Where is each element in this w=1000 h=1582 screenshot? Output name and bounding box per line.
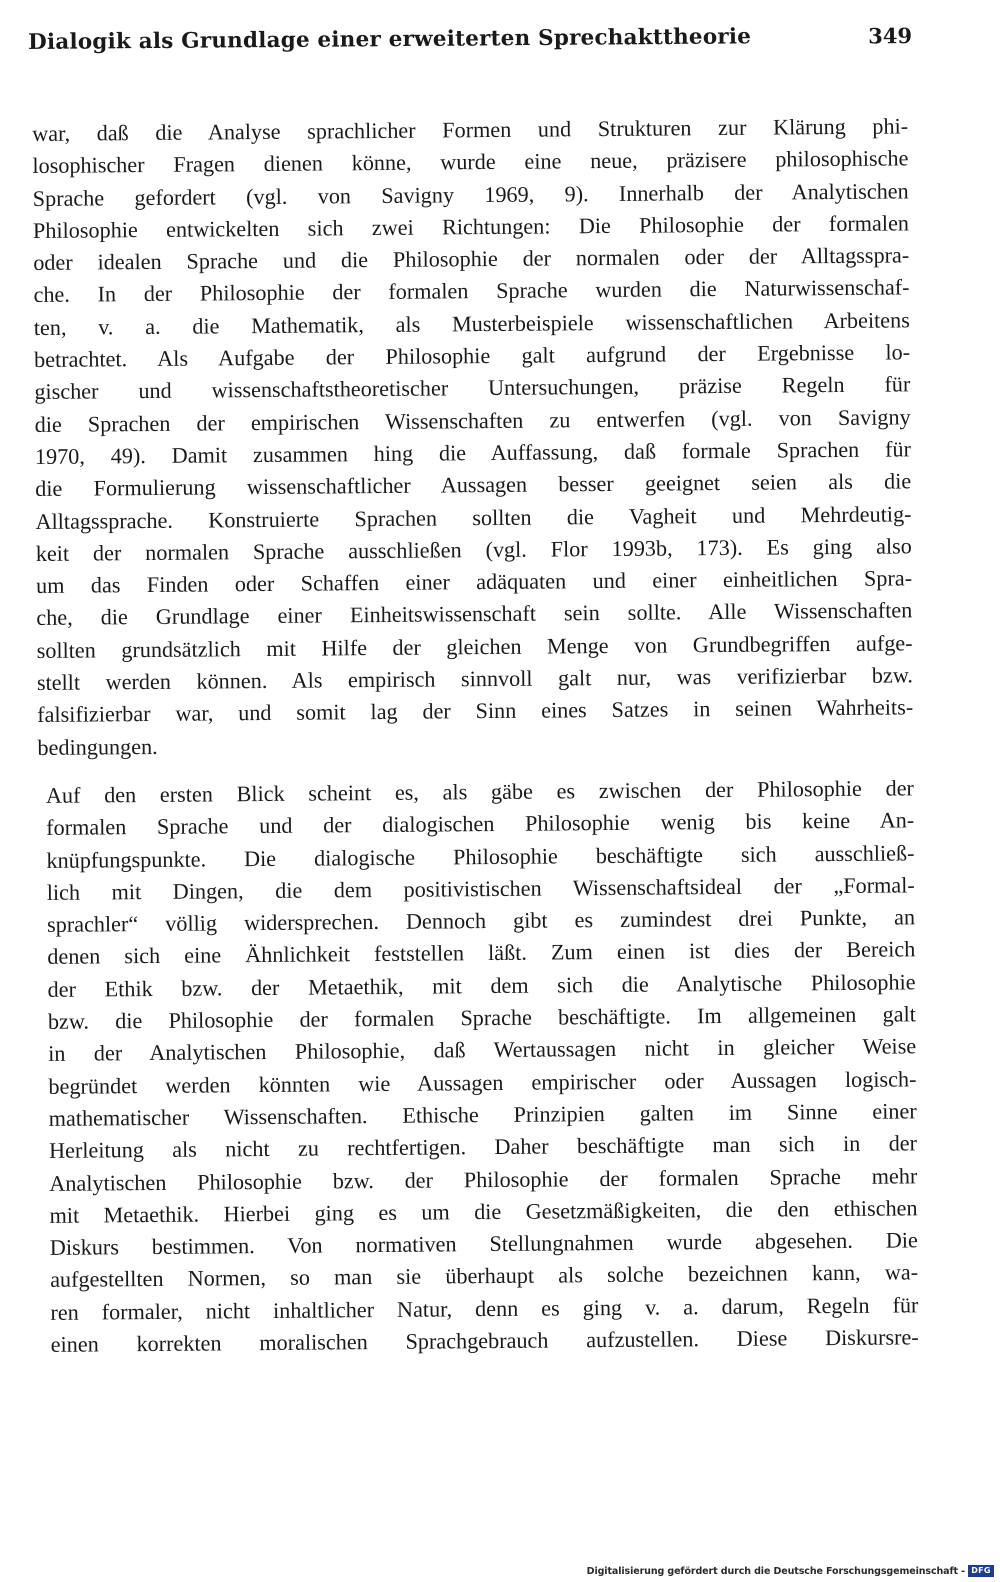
text-line: sprachler“ völlig widersprechen. Dennoch gibt es zumindest drei Punkte, an [46,904,916,938]
text-line: sollten grundsätzlich mit Hilfe der gleichen Menge von Grundbegriffen aufge- [36,630,913,663]
text-line: knüpfungspunkte. Die dialogische Philosophie beschäftigte sich ausschließ- [46,839,915,873]
text-line: mit Metaethik. Hierbei ging es um die Gesetzmäßigkeiten, die den ethischen [49,1195,918,1228]
text-line: die Formulierung wissenschaftlicher Aussagen besser geeignet seien als die [35,468,912,502]
text-line: bzw. die Philosophie der formalen Sprache beschäftigte. Im allgemeinen galt [47,1001,916,1034]
text-line: um das Finden oder Schaffen einer adäquaten und einer einheitlichen Spra- [35,565,913,599]
page-number: 349 [868,23,913,49]
text-line: stellt werden können. Als empirisch sinnvoll galt nur, was verifizierbar bzw. [36,662,914,696]
body-text [32,110,919,1361]
text-line: keit der normalen Sprache ausschließen (vgl. Flor 1993b, 173). Es ging also [35,533,912,566]
text-line: Alltagssprache. Konstruierte Sprachen sollten die Vagheit und Mehrdeutig- [35,500,912,534]
text-line: mathematischer Wissenschaften. Ethische Prinzipien galten im Sinne einer [48,1098,917,1131]
text-line: Auf den ersten Blick scheint es, als gäbe es zwischen der Philosophie der [45,775,914,808]
text-line: che. In der Philosophie der formalen Sprache wurden die Naturwissenschaf- [33,274,910,308]
text-line: 1970, 49). Damit zusammen hing die Auffassung, daß formale Sprachen für [34,436,912,469]
text-line: che, die Grundlage einer Einheitswissenschaft sein sollte. Alle Wissenschaften [36,597,913,631]
text-line: denen sich eine Ähnlichkeit feststellen läßt. Zum einen ist dies der Bereich [47,936,916,970]
text-line: gischer und wissenschaftstheoretischer Untersuchungen, präzise Regeln für [34,371,911,405]
paragraph-1 [32,110,914,764]
text-line: bedingungen. [37,733,158,760]
running-head: Dialogik als Grundlage einer erweiterten Sprechakttheorie [28,24,752,55]
text-line: Herleitung als nicht zu rechtfertigen. Daher beschäftigte man sich in der [48,1130,918,1164]
page-header [28,23,912,64]
text-line: aufgestellten Normen, so man sie überhaupt als solche bezeichnen kann, wa- [50,1259,919,1293]
text-line: Sprache gefordert (vgl. von Savigny 1969, 9). Innerhalb der Analytischen [32,177,909,211]
footer-credit: Digitalisierung gefördert durch die Deutsche Forschungsgemeinschaft - [586,1565,965,1577]
text-line: einen korrekten moralischen Sprachgebrauch aufzustellen. Diese Diskursre- [50,1324,919,1357]
text-line: falsifizierbar war, und somit lag der Sinn eines Satzes in seinen Wahrheits- [37,694,914,728]
text-line: oder idealen Sprache und die Philosophie der normalen oder der Alltagsspra- [33,242,910,276]
text-line: war, daß die Analyse sprachlicher Formen und Strukturen zur Klärung phi- [32,113,909,146]
text-line: ten, v. a. die Mathematik, als Musterbeispiele wissenschaftlichen Arbeitens [33,307,910,340]
text-line: betrachtet. Als Aufgabe der Philosophie galt aufgrund der Ergebnisse lo- [33,339,911,373]
text-line: der Ethik bzw. der Metaethik, mit dem sich die Analytische Philosophie [47,969,916,1002]
text-line: ren formaler, nicht inhaltlicher Natur, denn es ging v. a. darum, Regeln für [50,1291,919,1325]
dfg-logo-icon: DFG [968,1565,994,1577]
text-line: lich mit Dingen, die dem positivistischen Wissenschaftsideal der „Formal- [46,872,915,905]
text-line: Diskurs bestimmen. Von normativen Stellungnahmen wurde abgesehen. Die [49,1227,918,1260]
digitization-footer [587,1564,994,1578]
text-line: Analytischen Philosophie bzw. der Philosophie der formalen Sprache mehr [49,1162,918,1196]
text-line: Philosophie entwickelten sich zwei Richtungen: Die Philosophie der formalen [32,210,910,243]
text-line: begründet werden könnten wie Aussagen empirischer oder Aussagen logisch- [48,1065,917,1099]
text-line: in der Analytischen Philosophie, daß Wertaussagen nicht in gleicher Weise [48,1033,917,1067]
text-line: formalen Sprache und der dialogischen Philosophie wenig bis keine An- [46,807,915,841]
text-line: losophischer Fragen dienen könne, wurde eine neue, präzisere philosophische [32,145,909,179]
text-line: die Sprachen der empirischen Wissenschaften zu entwerfen (vgl. von Savigny [34,404,911,437]
paragraph-2 [38,772,919,1361]
